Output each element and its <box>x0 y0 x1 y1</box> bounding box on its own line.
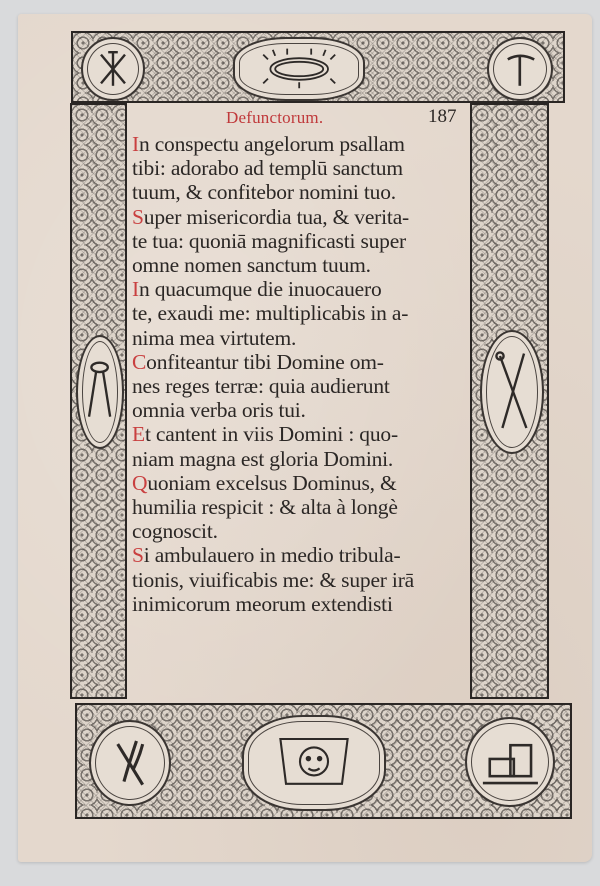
rubric-initial: S <box>132 543 144 568</box>
text-line: tibi: adorabo ad templū sanctum <box>132 156 403 181</box>
text-line: In quacumque die inuocauero <box>132 277 382 302</box>
scourge-and-rod-icon <box>89 720 171 806</box>
text-line: Quoniam excelsus Dominus, & <box>132 470 397 495</box>
top-woodcut-border <box>71 31 565 103</box>
text-block <box>130 106 468 698</box>
text-line: Super misericordia tua, & verita- <box>132 204 409 229</box>
text-line: nes reges terræ: quia audierunt <box>132 374 390 399</box>
nails-icon <box>81 37 145 101</box>
text-line: inimicorum meorum extendisti <box>132 591 393 616</box>
text-line: omne nomen sanctum tuum. <box>132 253 371 278</box>
text-line: tuum, & confitebor nomini tuo. <box>132 180 396 205</box>
text-line: tionis, viuificabis me: & super irā <box>132 567 415 592</box>
rubric-initial: I <box>132 277 139 302</box>
left-woodcut-border <box>70 103 127 699</box>
rubric-initial: Q <box>132 470 148 495</box>
psalm-text <box>132 132 468 616</box>
bottom-woodcut-border <box>75 703 572 819</box>
running-head: Defunctorum. <box>226 108 324 127</box>
book-leaf <box>18 14 592 862</box>
rubric-initial: S <box>132 204 144 229</box>
hammer-icon <box>487 37 553 101</box>
text-line: In conspectu angelorum psallam <box>132 132 405 156</box>
text-line: te, exaudi me: multiplicabis in a- <box>132 301 409 326</box>
text-line: niam magna est gloria Domini. <box>132 446 394 471</box>
veronica-veil-icon <box>242 715 386 811</box>
text-line: Et cantent in viis Domini : quo- <box>132 422 398 447</box>
pincers-icon <box>76 335 124 449</box>
text-line: humilia respicit : & alta à longè <box>132 495 398 520</box>
rubric-initial: I <box>132 132 139 156</box>
crown-of-thorns-icon <box>233 37 365 101</box>
text-line: te tua: quoniā magnificasti super <box>132 228 407 253</box>
text-line: nima mea virtutem. <box>132 325 297 350</box>
text-line: omnia verba oris tui. <box>132 398 306 423</box>
right-woodcut-border <box>470 103 549 699</box>
jerusalem-city-icon <box>465 717 555 807</box>
lance-and-sponge-icon <box>480 330 544 454</box>
text-line: Confiteantur tibi Domine om- <box>132 349 384 374</box>
text-line: Si ambulauero in medio tribula- <box>132 543 401 568</box>
text-line: cognoscit. <box>132 519 218 544</box>
rubric-initial: E <box>132 422 145 447</box>
page-number: 187 <box>428 106 457 127</box>
rubric-initial: C <box>132 349 147 374</box>
